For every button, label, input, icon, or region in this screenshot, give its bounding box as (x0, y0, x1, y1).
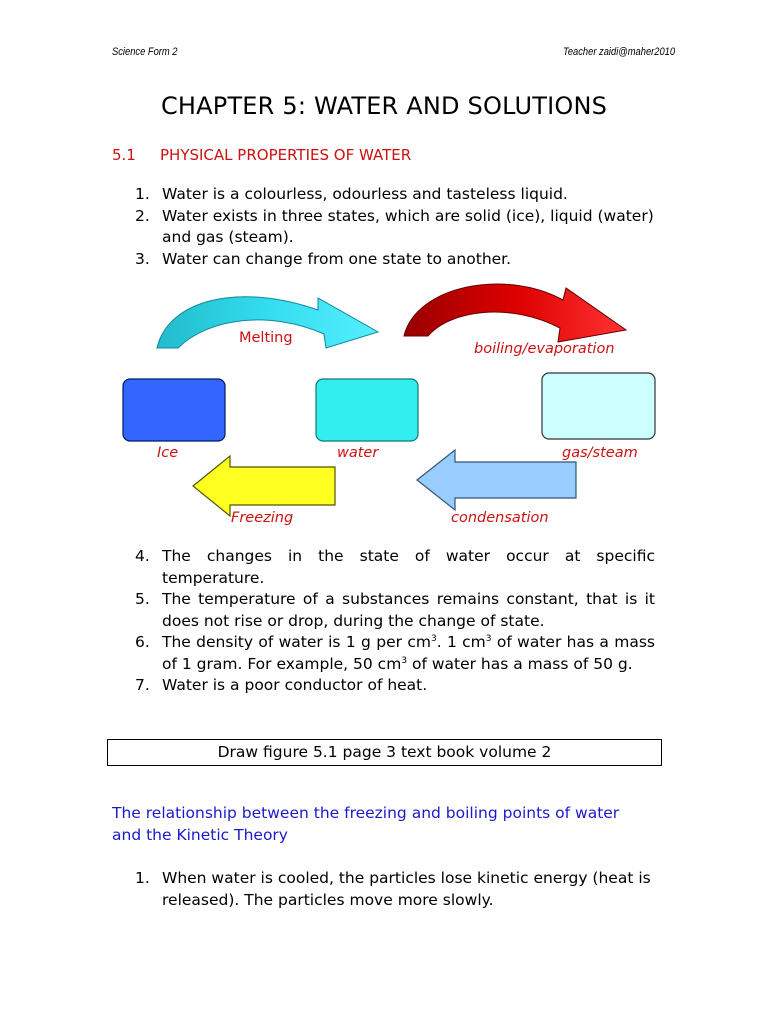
kinetic-theory-list (110, 868, 670, 911)
properties-list-intro (110, 184, 655, 270)
item-number: 5. (135, 590, 150, 608)
superscript: 3 (401, 655, 408, 666)
state-change-diagram (0, 270, 768, 532)
relationship-heading: The relationship between the freezing and boiling points of water and the Kinetic Theory (112, 804, 620, 844)
density-text-a: The density of water is 1 g per cm (162, 633, 431, 651)
freezing-arrow (193, 456, 335, 516)
gas-box (542, 373, 655, 439)
item-text: Water is a colourless, odourless and tasteless liquid. (162, 185, 568, 203)
density-text-c: of water has a mass of 1 gram. For example, 50 cm (162, 633, 655, 673)
item-number: 2. (135, 206, 150, 225)
water-label: water (337, 445, 379, 461)
ice-label: Ice (157, 445, 179, 461)
superscript: 3 (485, 634, 492, 644)
section-heading (112, 146, 411, 164)
density-text-b: . 1 cm (436, 633, 486, 651)
water-box (316, 379, 418, 441)
item-text: Water can change from one state to another. (162, 249, 512, 268)
item-text: The changes in the state of water occur at specific temperature. (162, 547, 655, 587)
item-text: The temperature of a substances remains constant, that is it does not rise or drop, during the change of state. (162, 590, 655, 630)
list-item (110, 589, 655, 632)
gas-label: gas/steam (562, 445, 638, 461)
item-number: 4. (135, 547, 150, 565)
item-text: When water is cooled, the particles lose kinetic energy (heat is released). The particles move more slowly. (162, 869, 651, 909)
item-text: Water exists in three states, which are solid (ice), liquid (water) and gas (steam). (162, 206, 654, 246)
item-number: 1. (135, 869, 150, 887)
properties-list-continued (110, 546, 655, 697)
item-text: Water is a poor conductor of heat. (162, 676, 428, 694)
header-left: Science Form 2 (112, 46, 178, 58)
list-item (110, 249, 655, 271)
item-number: 7. (135, 676, 150, 694)
item-text (162, 633, 655, 673)
list-item (110, 184, 655, 206)
section-title: PHYSICAL PROPERTIES OF WATER (160, 146, 412, 164)
chapter-title: CHAPTER 5: WATER AND SOLUTIONS (160, 92, 608, 120)
freezing-label: Freezing (231, 510, 294, 526)
draw-figure-box: Draw figure 5.1 page 3 text book volume 2 (107, 739, 662, 766)
header-right: Teacher zaidi@maher2010 (563, 46, 676, 58)
list-item (110, 632, 655, 675)
boiling-label: boiling/evaporation (474, 341, 615, 357)
item-number: 1. (135, 185, 150, 203)
superscript: 3 (430, 634, 437, 644)
condensation-arrow (417, 450, 576, 510)
list-item (110, 546, 655, 589)
condensation-label: condensation (451, 510, 549, 526)
section-number: 5.1 (112, 146, 136, 164)
item-number: 6. (135, 633, 150, 651)
item-number: 3. (135, 249, 150, 268)
melting-label: Melting (239, 330, 293, 346)
boiling-arrow (404, 284, 626, 342)
list-item (110, 206, 655, 249)
ice-box (123, 379, 225, 441)
density-text-d: of water has a mass of 50 g. (407, 654, 633, 673)
list-item (110, 675, 655, 697)
list-item (110, 868, 670, 911)
